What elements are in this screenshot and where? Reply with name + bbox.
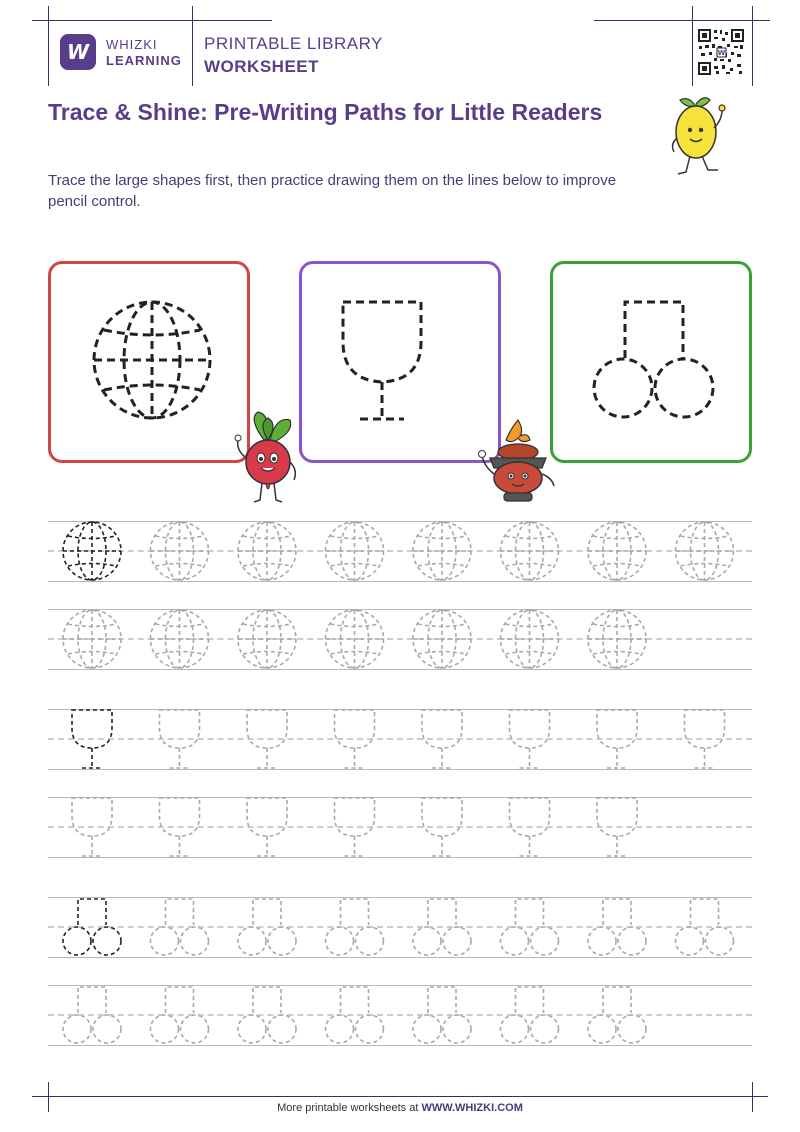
practice-cherries-icon	[151, 899, 209, 955]
practice-goblet-icon	[72, 710, 112, 768]
practice-globe-icon	[326, 522, 384, 580]
practice-cherries-icon	[413, 899, 471, 955]
practice-cherries-icon	[326, 899, 384, 955]
practice-goblet-icon	[597, 798, 637, 856]
practice-cherries-icon	[151, 987, 209, 1043]
practice-goblet-icon	[510, 798, 550, 856]
practice-cherries-icon	[501, 899, 559, 955]
header-library-label: PRINTABLE LIBRARY	[204, 34, 383, 53]
practice-cherries-icon	[326, 987, 384, 1043]
practice-cherries-icon	[63, 899, 121, 955]
footer-note	[0, 1102, 800, 1114]
practice-goblet-icon	[597, 710, 637, 768]
footer-text: More printable worksheets at	[277, 1102, 422, 1114]
footer-rule	[32, 1096, 768, 1097]
practice-globe-icon	[63, 610, 121, 668]
practice-goblet-icon	[72, 798, 112, 856]
practice-cherries-icon	[588, 987, 646, 1043]
practice-cherries-icon	[238, 987, 296, 1043]
practice-cherries-icon	[238, 899, 296, 955]
page-instructions: Trace the large shapes first, then practice drawing them on the lines below to improve pencil control.	[48, 172, 617, 210]
practice-goblet-icon	[247, 798, 287, 856]
practice-goblet-icon	[510, 710, 550, 768]
practice-globe-icon	[501, 610, 559, 668]
practice-goblet-icon	[160, 798, 200, 856]
practice-goblet-icon	[247, 710, 287, 768]
practice-globe-icon	[151, 610, 209, 668]
practice-goblet-icon	[335, 710, 375, 768]
practice-globe-icon	[501, 522, 559, 580]
practice-goblet-icon	[685, 710, 725, 768]
practice-globe-icon	[413, 522, 471, 580]
practice-cherries-icon	[588, 899, 646, 955]
practice-globe-icon	[326, 610, 384, 668]
whizki-logo-icon: W	[60, 34, 96, 70]
svg-text:W: W	[717, 49, 726, 57]
brand-name: WHIZKI	[106, 37, 158, 52]
practice-globe-icon	[413, 610, 471, 668]
practice-globe-icon	[63, 522, 121, 580]
practice-goblet-icon	[160, 710, 200, 768]
practice-globe-icon	[588, 610, 646, 668]
page-title: Trace & Shine: Pre-Writing Paths for Little Readers	[48, 99, 603, 125]
practice-goblet-icon	[422, 798, 462, 856]
practice-globe-icon	[238, 522, 296, 580]
footer-link[interactable]: WWW.WHIZKI.COM	[421, 1102, 523, 1114]
practice-globe-icon	[676, 522, 734, 580]
practice-cherries-icon	[413, 987, 471, 1043]
brand-subname: LEARNING	[106, 53, 182, 68]
practice-globe-icon	[238, 610, 296, 668]
practice-cherries-icon	[63, 987, 121, 1043]
practice-globe-icon	[151, 522, 209, 580]
practice-cherries-icon	[501, 987, 559, 1043]
header-worksheet-label: WORKSHEET	[204, 57, 319, 76]
practice-goblet-icon	[422, 710, 462, 768]
practice-cherries-icon	[676, 899, 734, 955]
practice-goblet-icon	[335, 798, 375, 856]
practice-globe-icon	[588, 522, 646, 580]
